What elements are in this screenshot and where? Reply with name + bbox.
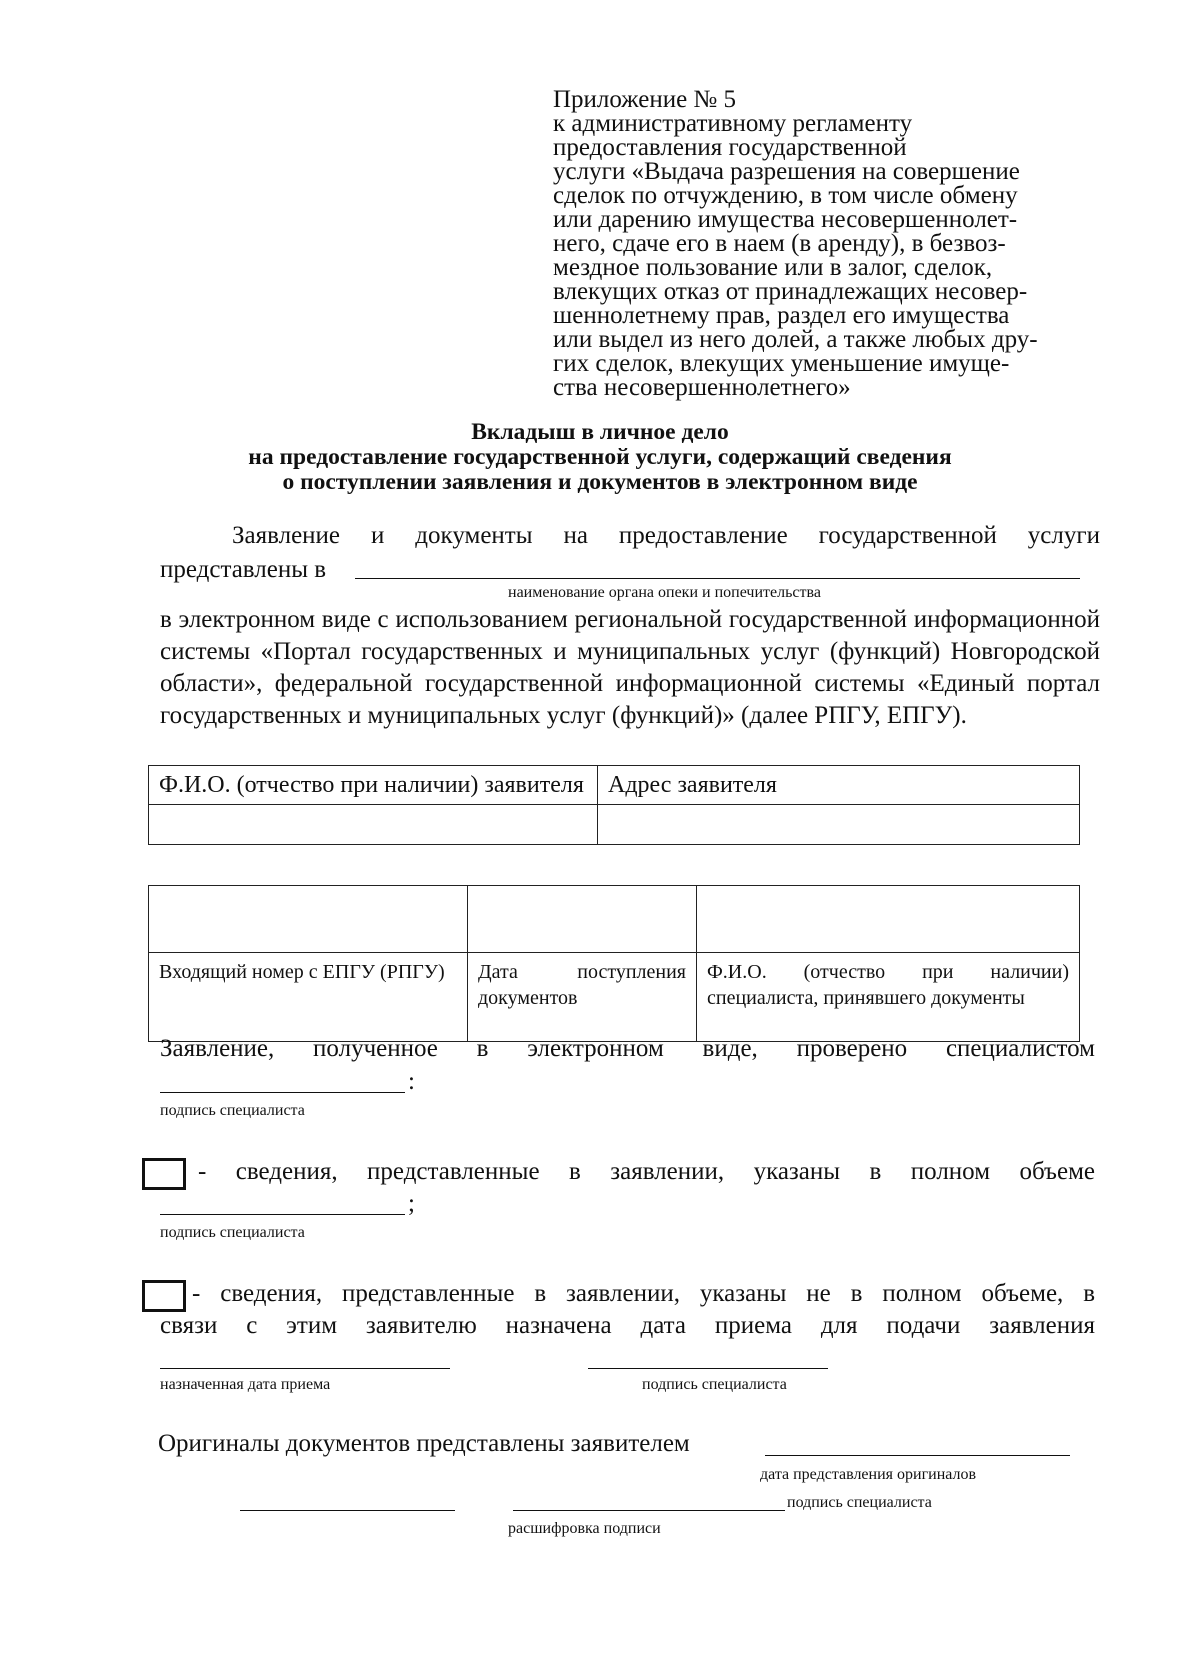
appointed-date-caption: назначенная дата приема [160, 1376, 331, 1393]
title-line: Вкладыш в личное дело [471, 419, 729, 445]
table-row [149, 766, 1080, 805]
partial-info-checkbox[interactable] [142, 1280, 186, 1312]
applicant-name-header: Ф.И.О. (отчество при наличии) заявителя [149, 766, 598, 805]
checked-signature-field[interactable] [160, 1092, 405, 1093]
annex-block [553, 88, 1103, 400]
originals-date-field[interactable] [765, 1455, 1070, 1456]
checked-colon: : [408, 1068, 415, 1095]
table-row [149, 886, 1080, 953]
applicant-address-cell[interactable] [598, 805, 1080, 845]
appointed-date-field[interactable] [160, 1368, 450, 1369]
annex-line: или дарению имущества несовершеннолет- [553, 206, 1018, 233]
represented-in-label: представлены в [160, 556, 327, 583]
partial-info-signature-caption: подпись специалиста [642, 1376, 787, 1393]
full-info-signature-field[interactable] [160, 1214, 405, 1215]
partial-info-line: связи с этим заявителю назначена дата приема для подачи заявления [160, 1312, 1095, 1339]
intro-line: Заявление и документы на предоставление государственной услуги [232, 522, 1100, 549]
partial-info-signature-field[interactable] [588, 1368, 828, 1369]
checked-signature-caption: подпись специалиста [160, 1102, 305, 1119]
table-row [149, 805, 1080, 845]
originals-decode-caption: расшифровка подписи [508, 1520, 661, 1537]
annex-line: него, сдаче его в наем (в аренду), в безвоз- [553, 230, 1006, 257]
incoming-number-cell[interactable] [149, 886, 468, 953]
specialist-name-label: Ф.И.О. (отчество при наличии) специалиста, принявшего документы [697, 953, 1080, 1042]
intro-paragraph [160, 520, 1100, 552]
full-info-checkbox[interactable] [142, 1158, 186, 1190]
title-line: о поступлении заявления и документов в электронном виде [282, 469, 918, 495]
originals-signature-caption: подпись специалиста [787, 1494, 932, 1511]
guardianship-authority-field[interactable] [355, 578, 1080, 579]
originals-text: Оригиналы документов представлены заявителем [158, 1430, 690, 1457]
annex-line: влекущих отказ от принадлежащих несовер- [553, 278, 1028, 305]
specialist-name-cell[interactable] [697, 886, 1080, 953]
annex-line: услуги «Выдача разрешения на совершение [553, 158, 1020, 185]
receipt-date-cell[interactable] [468, 886, 697, 953]
annex-line: сделок по отчуждению, в том числе обмену [553, 182, 1018, 209]
full-info-signature-caption: подпись специалиста [160, 1224, 305, 1241]
originals-decode-field[interactable] [513, 1510, 785, 1511]
applicant-table [148, 765, 1080, 845]
originals-signature-field[interactable] [240, 1510, 455, 1511]
annex-line: шеннолетнему прав, раздел его имущества [553, 302, 1010, 329]
guardianship-authority-caption: наименование органа опеки и попечительства [508, 584, 821, 601]
annex-line: мездное пользование или в залог, сделок, [553, 254, 993, 281]
originals-date-caption: дата представления оригиналов [760, 1466, 977, 1483]
receipt-table [148, 885, 1080, 1042]
partial-info-line: - сведения, представленные в заявлении, указаны не в полном объеме, в [192, 1280, 1095, 1307]
document-title [150, 420, 1050, 495]
annex-line: к административному регламенту [553, 110, 913, 137]
incoming-number-label: Входящий номер с ЕПГУ (РПГУ) [149, 953, 468, 1042]
applicant-name-cell[interactable] [149, 805, 598, 845]
annex-title: Приложение № 5 [553, 86, 737, 113]
applicant-address-header: Адрес заявителя [598, 766, 1080, 805]
annex-line: гих сделок, влекущих уменьшение имуще- [553, 350, 1010, 377]
title-line: на предоставление государственной услуги, содержащий сведения [248, 444, 952, 470]
checked-text: Заявление, полученное в электронном виде, проверено специалистом [160, 1035, 1095, 1062]
annex-line: ства несовершеннолетнего» [553, 374, 851, 401]
receipt-date-label: Дата поступления документов [468, 953, 697, 1042]
full-info-semicolon: ; [408, 1190, 415, 1217]
annex-line: или выдел из него долей, а также любых дру- [553, 326, 1038, 353]
full-info-text: - сведения, представленные в заявлении, указаны в полном объеме [198, 1158, 1095, 1185]
annex-line: предоставления государственной [553, 134, 907, 161]
table-row [149, 953, 1080, 1042]
system-paragraph: в электронном виде с использованием региональной государственной информационной системы «Портал государственных и муниципальных услуг (функций) Новгородской области», федеральной государственной информационной системы «Единый портал государственных и муниципальных услуг (функций)» (далее РПГУ, ЕПГУ). [160, 606, 1100, 729]
